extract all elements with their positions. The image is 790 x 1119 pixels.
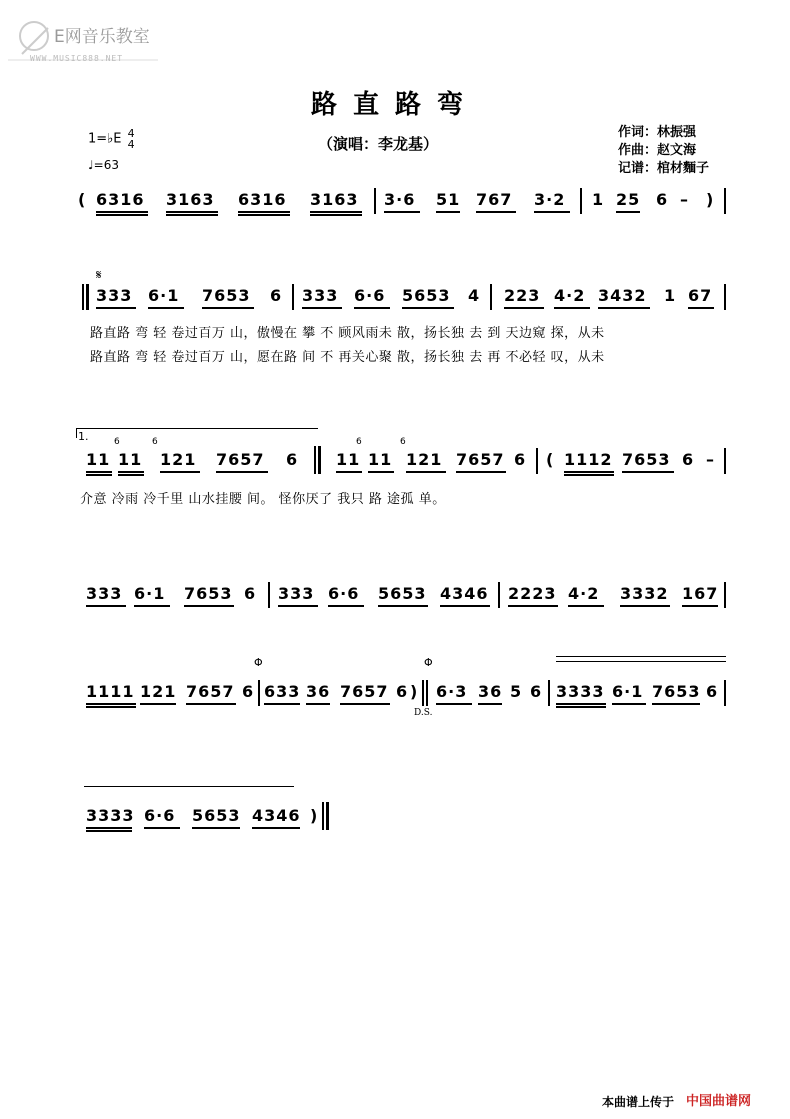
note-group: 6316 bbox=[96, 190, 145, 209]
underline bbox=[436, 211, 460, 213]
upload-note: 本曲谱上传于 bbox=[602, 1095, 675, 1109]
note-group: 6 bbox=[244, 584, 257, 603]
note-group: 7653 bbox=[184, 584, 233, 603]
underline bbox=[238, 214, 290, 216]
underline bbox=[328, 605, 364, 607]
grace-note: 6 bbox=[114, 437, 120, 447]
coda-mark: Φ bbox=[424, 656, 433, 669]
underline bbox=[556, 706, 606, 708]
volta-bracket bbox=[76, 428, 77, 438]
underline bbox=[86, 474, 112, 476]
underline bbox=[96, 307, 136, 309]
score-row-1 bbox=[0, 190, 790, 230]
note-group: 3333 bbox=[556, 682, 605, 701]
time-top: 4 bbox=[127, 127, 135, 140]
note-group: 1112 bbox=[564, 450, 613, 469]
note-group: 3332 bbox=[620, 584, 669, 603]
note-group: 7653 bbox=[652, 682, 701, 701]
note-group: 7657 bbox=[456, 450, 505, 469]
underline bbox=[86, 605, 126, 607]
note-group: 121 bbox=[140, 682, 177, 701]
note-group: 6·6 bbox=[354, 286, 386, 305]
underline bbox=[598, 307, 650, 309]
note-group: 6·6 bbox=[328, 584, 360, 603]
barline bbox=[724, 582, 726, 608]
note-group: 4·2 bbox=[568, 584, 600, 603]
underline bbox=[534, 211, 570, 213]
note-group: 11 bbox=[86, 450, 111, 469]
site-name: E网音乐教室 bbox=[54, 27, 150, 47]
barline bbox=[422, 680, 424, 706]
final-barline bbox=[326, 802, 329, 830]
transcriber: 记谱：棺材麵子 bbox=[618, 161, 710, 176]
tie-line bbox=[556, 661, 726, 662]
underline bbox=[86, 827, 132, 829]
barline bbox=[268, 582, 270, 608]
note-group: 6·1 bbox=[134, 584, 166, 603]
note-group: 6 bbox=[706, 682, 719, 701]
note-group: – bbox=[706, 450, 715, 469]
underline bbox=[166, 214, 218, 216]
note-group: 3·2 bbox=[534, 190, 566, 209]
note-group: 6 bbox=[242, 682, 255, 701]
note-group: 6316 bbox=[238, 190, 287, 209]
underline bbox=[612, 703, 646, 705]
barline bbox=[498, 582, 500, 608]
underline bbox=[336, 471, 362, 473]
barline bbox=[426, 680, 428, 706]
note-group: 5 bbox=[510, 682, 523, 701]
note-group: 6 bbox=[396, 682, 409, 701]
note-group: 1 bbox=[592, 190, 605, 209]
underline bbox=[368, 471, 394, 473]
note-group: 2223 bbox=[508, 584, 557, 603]
underline bbox=[310, 211, 362, 213]
score-row-4 bbox=[0, 584, 790, 624]
note-group: 223 bbox=[504, 286, 541, 305]
underline bbox=[302, 307, 342, 309]
note-group: 67 bbox=[688, 286, 713, 305]
note-group: 6 bbox=[514, 450, 527, 469]
note-group: 4 bbox=[468, 286, 481, 305]
note-group: ) bbox=[410, 682, 419, 701]
note-group: 3·6 bbox=[384, 190, 416, 209]
note-group: 6 bbox=[656, 190, 669, 209]
barline bbox=[580, 188, 582, 214]
underline bbox=[264, 703, 300, 705]
note-group: 6·1 bbox=[612, 682, 644, 701]
note-group: 767 bbox=[476, 190, 513, 209]
underline bbox=[406, 471, 446, 473]
underline bbox=[86, 706, 136, 708]
note-group: 5653 bbox=[378, 584, 427, 603]
volta-1: 1. bbox=[78, 430, 89, 443]
underline bbox=[378, 605, 428, 607]
note-group: 11 bbox=[336, 450, 361, 469]
underline bbox=[440, 605, 490, 607]
underline bbox=[144, 827, 180, 829]
note-group: 3163 bbox=[166, 190, 215, 209]
underline bbox=[86, 703, 136, 705]
underline bbox=[252, 827, 300, 829]
score-row-5 bbox=[0, 682, 790, 722]
volta-bracket bbox=[76, 428, 318, 429]
underline bbox=[148, 307, 184, 309]
barline bbox=[724, 188, 726, 214]
repeat-barline bbox=[314, 446, 316, 474]
underline bbox=[166, 211, 218, 213]
note-group: 4346 bbox=[252, 806, 301, 825]
segno-mark: 𝄋 bbox=[96, 268, 102, 283]
grace-note: 6 bbox=[400, 437, 406, 447]
note-group: 333 bbox=[96, 286, 133, 305]
note-group: 11 bbox=[368, 450, 393, 469]
note-group: 6 bbox=[286, 450, 299, 469]
underline bbox=[202, 307, 254, 309]
note-group: 333 bbox=[86, 584, 123, 603]
underline bbox=[118, 474, 144, 476]
grace-note: 6 bbox=[152, 437, 158, 447]
note-group: 6 bbox=[530, 682, 543, 701]
underline bbox=[436, 703, 472, 705]
tempo: ♩=63 bbox=[88, 158, 119, 172]
repeat-barline bbox=[86, 284, 89, 310]
note-group: 11 bbox=[118, 450, 143, 469]
note-group: 7657 bbox=[186, 682, 235, 701]
barline bbox=[724, 680, 726, 706]
underline bbox=[476, 211, 516, 213]
note-group: 167 bbox=[682, 584, 719, 603]
note-group: ) bbox=[310, 806, 319, 825]
note-group: 3333 bbox=[86, 806, 135, 825]
underline bbox=[568, 605, 604, 607]
underline bbox=[508, 605, 558, 607]
note-group: 3432 bbox=[598, 286, 647, 305]
underline bbox=[118, 471, 144, 473]
barline bbox=[724, 284, 726, 310]
underline bbox=[622, 471, 674, 473]
underline bbox=[86, 471, 112, 473]
singer: （演唱：李龙基） bbox=[318, 135, 439, 153]
note-group: 6 bbox=[682, 450, 695, 469]
barline bbox=[548, 680, 550, 706]
underline bbox=[134, 605, 170, 607]
note-group: 7653 bbox=[622, 450, 671, 469]
note-group: 1 bbox=[664, 286, 677, 305]
lyricist: 作词：林振强 bbox=[618, 125, 697, 140]
underline bbox=[688, 307, 714, 309]
note-group: 1111 bbox=[86, 682, 135, 701]
note-group: 36 bbox=[306, 682, 331, 701]
barline bbox=[536, 448, 538, 474]
note-group: 121 bbox=[160, 450, 197, 469]
underline bbox=[216, 471, 268, 473]
final-barline bbox=[322, 802, 324, 830]
barline bbox=[258, 680, 260, 706]
underline bbox=[96, 214, 148, 216]
underline bbox=[616, 211, 640, 213]
note-group: 121 bbox=[406, 450, 443, 469]
underline bbox=[86, 830, 132, 832]
barline bbox=[724, 448, 726, 474]
barline bbox=[490, 284, 492, 310]
underline bbox=[456, 471, 506, 473]
note-group: 6·6 bbox=[144, 806, 176, 825]
note-group: 6·1 bbox=[148, 286, 180, 305]
note-group: ) bbox=[706, 190, 715, 209]
time-bottom: 4 bbox=[127, 138, 135, 151]
note-group: 333 bbox=[302, 286, 339, 305]
repeat-barline bbox=[82, 284, 84, 310]
note-group: 7653 bbox=[202, 286, 251, 305]
underline bbox=[160, 471, 200, 473]
composer: 作曲：赵文海 bbox=[618, 143, 697, 158]
underline bbox=[354, 307, 390, 309]
note-group: 51 bbox=[436, 190, 461, 209]
key-signature bbox=[88, 128, 135, 150]
score-row-3 bbox=[0, 450, 790, 490]
underline bbox=[192, 827, 240, 829]
underline bbox=[96, 211, 148, 213]
note-group: ( bbox=[78, 190, 87, 209]
site-url: WWW.MUSIC888.NET bbox=[30, 54, 124, 63]
underline bbox=[402, 307, 454, 309]
underline bbox=[620, 605, 670, 607]
underline bbox=[278, 605, 318, 607]
score-row-6 bbox=[0, 806, 790, 846]
song-title: 路直路弯 bbox=[310, 90, 479, 120]
underline bbox=[682, 605, 718, 607]
score-row-2 bbox=[0, 286, 790, 326]
lyric-verse-2: 路直路 弯 轻 卷过百万 山，愿在路 间 不 再关心聚 散，扬长独 去 再 不必轻 叹，从未 bbox=[90, 350, 605, 365]
underline bbox=[652, 703, 700, 705]
note-group: 3163 bbox=[310, 190, 359, 209]
note-group: – bbox=[680, 190, 689, 209]
underline bbox=[556, 703, 606, 705]
underline bbox=[504, 307, 544, 309]
underline bbox=[340, 703, 390, 705]
note-group: 4346 bbox=[440, 584, 489, 603]
note-group: 4·2 bbox=[554, 286, 586, 305]
underline bbox=[384, 211, 420, 213]
underline bbox=[478, 703, 502, 705]
note-group: 25 bbox=[616, 190, 641, 209]
credits bbox=[618, 124, 709, 178]
note-group: 333 bbox=[278, 584, 315, 603]
brand-logo: 中国曲谱网 bbox=[686, 1094, 752, 1109]
note-group: 36 bbox=[478, 682, 503, 701]
lyric-verse-3: 介意 冷雨 冷千里 山水挂腰 间。 怪你厌了 我只 路 途孤 单。 bbox=[80, 492, 446, 507]
underline bbox=[186, 703, 236, 705]
tie-line bbox=[556, 656, 726, 657]
underline bbox=[564, 471, 614, 473]
underline bbox=[554, 307, 590, 309]
note-group: 6·3 bbox=[436, 682, 468, 701]
note-group: 5653 bbox=[402, 286, 451, 305]
underline bbox=[184, 605, 234, 607]
barline bbox=[374, 188, 376, 214]
note-group: 5653 bbox=[192, 806, 241, 825]
lyric-verse-1: 路直路 弯 轻 卷过百万 山，傲慢在 攀 不 顾风雨未 散，扬长独 去 到 天边窥 探，从未 bbox=[90, 326, 605, 341]
underline bbox=[310, 214, 362, 216]
tie-line bbox=[84, 786, 294, 787]
note-group: 6 bbox=[270, 286, 283, 305]
underline bbox=[238, 211, 290, 213]
note-group: 633 bbox=[264, 682, 301, 701]
key: 1=♭E bbox=[88, 131, 122, 147]
note-group: 7657 bbox=[216, 450, 265, 469]
note-group: ( bbox=[546, 450, 555, 469]
barline bbox=[292, 284, 294, 310]
repeat-barline bbox=[318, 446, 321, 474]
underline bbox=[140, 703, 176, 705]
coda-mark: Φ bbox=[254, 656, 263, 669]
note-group: 7657 bbox=[340, 682, 389, 701]
ds-mark: D.S. bbox=[414, 708, 433, 718]
underline bbox=[306, 703, 330, 705]
grace-note: 6 bbox=[356, 437, 362, 447]
underline bbox=[564, 474, 614, 476]
